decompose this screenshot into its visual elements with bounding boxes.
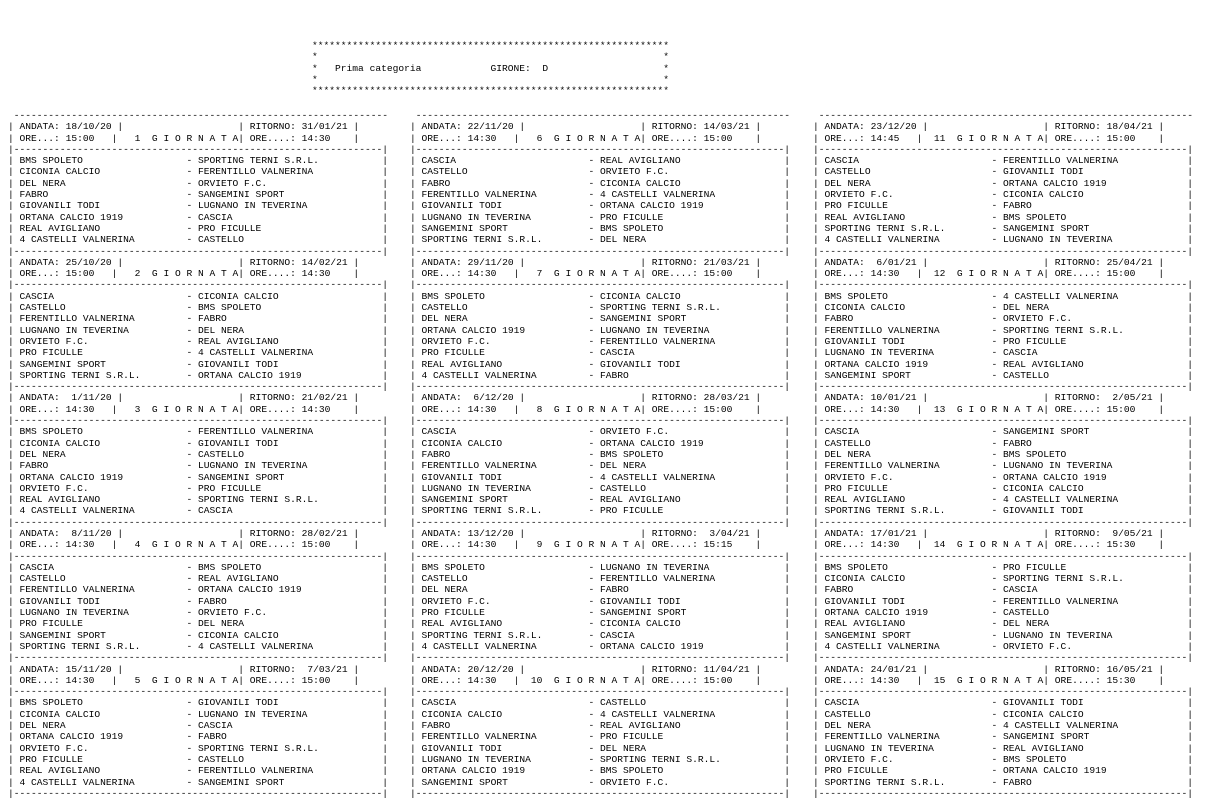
block-border: |----------------------------------------------------------------|: [813, 686, 1193, 698]
block-border: |----------------------------------------------------------------|: [813, 143, 1193, 155]
match-row: | ORTANA CALCIO 1919 - FABRO |: [8, 731, 388, 743]
match-row: | LUGNANO IN TEVERINA - ORVIETO F.C. |: [8, 607, 388, 619]
block-border: |----------------------------------------------------------------|: [8, 245, 388, 257]
round-block-5: [8, 664, 388, 799]
match-row: | SANGEMINI SPORT - REAL AVIGLIANO |: [410, 494, 790, 506]
round-dates-row: | ANDATA: 24/01/21 | | RITORNO: 16/05/21 |: [813, 663, 1165, 675]
round-times-row: | ORE...: 15:00 | 1 G I O R N A T A| ORE....: 14:30 |: [8, 132, 360, 144]
match-row: | REAL AVIGLIANO - PRO FICULLE |: [8, 222, 388, 234]
match-row: | CASTELLO - CICONIA CALCIO |: [813, 708, 1193, 720]
match-row: | LUGNANO IN TEVERINA - CASCIA |: [813, 347, 1193, 359]
block-border: |----------------------------------------------------------------|: [813, 381, 1193, 393]
match-row: | ORTANA CALCIO 1919 - SANGEMINI SPORT |: [8, 471, 388, 483]
match-row: | ORVIETO F.C. - BMS SPOLETO |: [813, 753, 1193, 765]
block-border: |----------------------------------------------------------------|: [813, 652, 1193, 664]
match-row: | FABRO - ORVIETO F.C. |: [813, 313, 1193, 325]
round-block-12: [813, 257, 1193, 392]
match-row: | CASCIA - FERENTILLO VALNERINA |: [813, 155, 1193, 167]
girone-value: D: [542, 62, 549, 74]
match-row: | DEL NERA - CASTELLO |: [8, 448, 388, 460]
match-row: | ORVIETO F.C. - ORTANA CALCIO 1919 |: [813, 471, 1193, 483]
match-row: | REAL AVIGLIANO - FERENTILLO VALNERINA |: [8, 765, 388, 777]
match-row: | SPORTING TERNI S.R.L. - CASCIA |: [410, 629, 790, 641]
match-row: | GIOVANILI TODI - LUGNANO IN TEVERINA |: [8, 200, 388, 212]
match-row: | DEL NERA - FABRO |: [410, 584, 790, 596]
match-row: | FABRO - CASCIA |: [813, 584, 1193, 596]
round-times-row: | ORE...: 15:00 | 2 G I O R N A T A| ORE....: 14:30 |: [8, 268, 360, 280]
match-row: | CICONIA CALCIO - ORTANA CALCIO 1919 |: [410, 437, 790, 449]
match-row: | ORTANA CALCIO 1919 - REAL AVIGLIANO |: [813, 358, 1193, 370]
match-row: | CASCIA - CICONIA CALCIO |: [8, 290, 388, 302]
category-title: Prima categoria: [335, 62, 422, 74]
match-row: | ORVIETO F.C. - GIOVANILI TODI |: [410, 595, 790, 607]
round-times-row: | ORE...: 14:30 | 15 G I O R N A T A| ORE....: 15:30 |: [813, 674, 1165, 686]
round-dates-row: | ANDATA: 25/10/20 | | RITORNO: 14/02/21 |: [8, 256, 360, 268]
match-row: | GIOVANILI TODI - FABRO |: [8, 595, 388, 607]
match-row: | 4 CASTELLI VALNERINA - SANGEMINI SPORT |: [8, 776, 388, 788]
match-row: | SPORTING TERNI S.R.L. - 4 CASTELLI VALNERINA |: [8, 640, 388, 652]
block-border: |----------------------------------------------------------------|: [8, 652, 388, 664]
round-dates-row: | ANDATA: 22/11/20 | | RITORNO: 14/03/21 |: [410, 121, 762, 133]
match-row: | SANGEMINI SPORT - CICONIA CALCIO |: [8, 629, 388, 641]
round-block-8: [410, 392, 790, 527]
fixtures-column-1: [8, 110, 388, 799]
block-border: |----------------------------------------------------------------|: [410, 686, 790, 698]
match-row: | FABRO - LUGNANO IN TEVERINA |: [8, 460, 388, 472]
match-row: | LUGNANO IN TEVERINA - DEL NERA |: [8, 324, 388, 336]
block-border: |----------------------------------------------------------------|: [410, 143, 790, 155]
round-times-row: | ORE...: 14:30 | 3 G I O R N A T A| ORE....: 14:30 |: [8, 403, 360, 415]
match-row: | ORTANA CALCIO 1919 - BMS SPOLETO |: [410, 765, 790, 777]
round-block-15: [813, 664, 1193, 799]
round-block-13: [813, 392, 1193, 527]
match-row: | ORVIETO F.C. - SPORTING TERNI S.R.L. |: [8, 742, 388, 754]
match-row: | LUGNANO IN TEVERINA - CASTELLO |: [410, 482, 790, 494]
calendar-header-box: [312, 40, 669, 96]
header-spacer: [531, 63, 543, 74]
round-dates-row: | ANDATA: 8/11/20 | | RITORNO: 28/02/21 |: [8, 527, 360, 539]
match-row: | CASTELLO - SPORTING TERNI S.R.L. |: [410, 302, 790, 314]
match-row: | DEL NERA - 4 CASTELLI VALNERINA |: [813, 720, 1193, 732]
block-border: |----------------------------------------------------------------|: [8, 381, 388, 393]
header-frame: ************************************************************** * * *: [312, 40, 669, 74]
match-row: | REAL AVIGLIANO - CICONIA CALCIO |: [410, 618, 790, 630]
block-border: |----------------------------------------------------------------|: [8, 516, 388, 528]
match-row: | CASCIA - BMS SPOLETO |: [8, 561, 388, 573]
block-border: |----------------------------------------------------------------|: [8, 550, 388, 562]
match-row: | 4 CASTELLI VALNERINA - FABRO |: [410, 369, 790, 381]
match-row: | CICONIA CALCIO - 4 CASTELLI VALNERINA |: [410, 708, 790, 720]
round-block-3: [8, 392, 388, 527]
block-border: |----------------------------------------------------------------|: [410, 652, 790, 664]
match-row: | ORTANA CALCIO 1919 - CASTELLO |: [813, 607, 1193, 619]
round-times-row: | ORE...: 14:45 | 11 G I O R N A T A| ORE....: 15:00 |: [813, 132, 1165, 144]
match-row: | PRO FICULLE - CASCIA |: [410, 347, 790, 359]
round-block-14: [813, 528, 1193, 663]
match-row: | SPORTING TERNI S.R.L. - PRO FICULLE |: [410, 505, 790, 517]
match-row: | BMS SPOLETO - LUGNANO IN TEVERINA |: [410, 561, 790, 573]
match-row: | BMS SPOLETO - GIOVANILI TODI |: [8, 697, 388, 709]
match-row: | CASCIA - ORVIETO F.C. |: [410, 426, 790, 438]
match-row: | DEL NERA - SANGEMINI SPORT |: [410, 313, 790, 325]
match-row: | CASTELLO - BMS SPOLETO |: [8, 302, 388, 314]
match-row: | FERENTILLO VALNERINA - 4 CASTELLI VALNERINA |: [410, 189, 790, 201]
match-row: | CASCIA - REAL AVIGLIANO |: [410, 155, 790, 167]
block-border: |----------------------------------------------------------------|: [813, 279, 1193, 291]
round-dates-row: | ANDATA: 29/11/20 | | RITORNO: 21/03/21 |: [410, 256, 762, 268]
match-row: | LUGNANO IN TEVERINA - PRO FICULLE |: [410, 211, 790, 223]
match-row: | CASTELLO - ORVIETO F.C. |: [410, 166, 790, 178]
round-dates-row: | ANDATA: 18/10/20 | | RITORNO: 31/01/21 |: [8, 121, 360, 133]
block-border: -----------------------------------------------------------------: [818, 110, 1193, 121]
match-row: | REAL AVIGLIANO - SPORTING TERNI S.R.L. |: [8, 494, 388, 506]
header-frame: * * * **************************************************************: [312, 62, 669, 97]
match-row: | CICONIA CALCIO - DEL NERA |: [813, 302, 1193, 314]
match-row: | PRO FICULLE - DEL NERA |: [8, 618, 388, 630]
round-times-row: | ORE...: 14:30 | 6 G I O R N A T A| ORE....: 15:00 |: [410, 132, 762, 144]
match-row: | CASTELLO - FABRO |: [813, 437, 1193, 449]
match-row: | CICONIA CALCIO - LUGNANO IN TEVERINA |: [8, 708, 388, 720]
round-block-9: [410, 528, 790, 663]
block-border: -----------------------------------------------------------------: [13, 110, 388, 121]
round-times-row: | ORE...: 14:30 | 4 G I O R N A T A| ORE....: 15:00 |: [8, 539, 360, 551]
block-border: |----------------------------------------------------------------|: [813, 550, 1193, 562]
match-row: | CICONIA CALCIO - FERENTILLO VALNERINA |: [8, 166, 388, 178]
match-row: | ORVIETO F.C. - FERENTILLO VALNERINA |: [410, 335, 790, 347]
block-border: |----------------------------------------------------------------|: [410, 516, 790, 528]
round-block-10: [410, 664, 790, 799]
match-row: | SANGEMINI SPORT - ORVIETO F.C. |: [410, 776, 790, 788]
match-row: | 4 CASTELLI VALNERINA - CASTELLO |: [8, 234, 388, 246]
match-row: | CASCIA - GIOVANILI TODI |: [813, 697, 1193, 709]
round-block-4: [8, 528, 388, 663]
round-dates-row: | ANDATA: 23/12/20 | | RITORNO: 18/04/21 |: [813, 121, 1165, 133]
block-border: |----------------------------------------------------------------|: [410, 279, 790, 291]
block-border: |----------------------------------------------------------------|: [8, 279, 388, 291]
round-times-row: | ORE...: 14:30 | 9 G I O R N A T A| ORE....: 15:15 |: [410, 539, 762, 551]
match-row: | DEL NERA - CASCIA |: [8, 720, 388, 732]
match-row: | SANGEMINI SPORT - LUGNANO IN TEVERINA |: [813, 629, 1193, 641]
match-row: | CASTELLO - GIOVANILI TODI |: [813, 166, 1193, 178]
match-row: | PRO FICULLE - CASTELLO |: [8, 753, 388, 765]
match-row: | ORTANA CALCIO 1919 - LUGNANO IN TEVERINA |: [410, 324, 790, 336]
round-times-row: | ORE...: 14:30 | 8 G I O R N A T A| ORE....: 15:00 |: [410, 403, 762, 415]
round-block-11: [813, 110, 1193, 257]
match-row: | GIOVANILI TODI - ORTANA CALCIO 1919 |: [410, 200, 790, 212]
round-dates-row: | ANDATA: 6/12/20 | | RITORNO: 28/03/21 |: [410, 392, 762, 404]
match-row: | FERENTILLO VALNERINA - FABRO |: [8, 313, 388, 325]
match-row: | SANGEMINI SPORT - BMS SPOLETO |: [410, 222, 790, 234]
round-block-6: [410, 110, 790, 257]
block-border: |----------------------------------------------------------------|: [813, 787, 1193, 799]
round-dates-row: | ANDATA: 10/01/21 | | RITORNO: 2/05/21 |: [813, 392, 1165, 404]
block-border: |----------------------------------------------------------------|: [410, 381, 790, 393]
block-border: |----------------------------------------------------------------|: [813, 245, 1193, 257]
match-row: | CASCIA - CASTELLO |: [410, 697, 790, 709]
block-border: |----------------------------------------------------------------|: [813, 516, 1193, 528]
match-row: | BMS SPOLETO - 4 CASTELLI VALNERINA |: [813, 290, 1193, 302]
match-row: | CASTELLO - REAL AVIGLIANO |: [8, 573, 388, 585]
match-row: | SANGEMINI SPORT - CASTELLO |: [813, 369, 1193, 381]
match-row: | CASTELLO - FERENTILLO VALNERINA |: [410, 573, 790, 585]
match-row: | ORVIETO F.C. - CICONIA CALCIO |: [813, 189, 1193, 201]
match-row: | 4 CASTELLI VALNERINA - CASCIA |: [8, 505, 388, 517]
match-row: | FERENTILLO VALNERINA - DEL NERA |: [410, 460, 790, 472]
round-dates-row: | ANDATA: 6/01/21 | | RITORNO: 25/04/21 |: [813, 256, 1165, 268]
match-row: | FABRO - CICONIA CALCIO |: [410, 177, 790, 189]
match-row: | FABRO - REAL AVIGLIANO |: [410, 720, 790, 732]
round-block-1: [8, 110, 388, 257]
match-row: | SPORTING TERNI S.R.L. - SANGEMINI SPORT |: [813, 222, 1193, 234]
match-row: | GIOVANILI TODI - FERENTILLO VALNERINA |: [813, 595, 1193, 607]
match-row: | SPORTING TERNI S.R.L. - DEL NERA |: [410, 234, 790, 246]
match-row: | LUGNANO IN TEVERINA - SPORTING TERNI S.R.L. |: [410, 753, 790, 765]
round-times-row: | ORE...: 14:30 | 5 G I O R N A T A| ORE....: 15:00 |: [8, 674, 360, 686]
match-row: | PRO FICULLE - CICONIA CALCIO |: [813, 482, 1193, 494]
fixtures-column-2: [410, 110, 790, 799]
match-row: | CASCIA - SANGEMINI SPORT |: [813, 426, 1193, 438]
match-row: | ORVIETO F.C. - PRO FICULLE |: [8, 482, 388, 494]
match-row: | SPORTING TERNI S.R.L. - GIOVANILI TODI |: [813, 505, 1193, 517]
match-row: | REAL AVIGLIANO - 4 CASTELLI VALNERINA |: [813, 494, 1193, 506]
match-row: | 4 CASTELLI VALNERINA - ORVIETO F.C. |: [813, 640, 1193, 652]
block-border: |----------------------------------------------------------------|: [8, 415, 388, 427]
match-row: | FERENTILLO VALNERINA - LUGNANO IN TEVERINA |: [813, 460, 1193, 472]
match-row: | FERENTILLO VALNERINA - SANGEMINI SPORT |: [813, 731, 1193, 743]
match-row: | SANGEMINI SPORT - GIOVANILI TODI |: [8, 358, 388, 370]
block-border: |----------------------------------------------------------------|: [8, 143, 388, 155]
round-dates-row: | ANDATA: 13/12/20 | | RITORNO: 3/04/21 |: [410, 527, 762, 539]
match-row: | BMS SPOLETO - CICONIA CALCIO |: [410, 290, 790, 302]
block-border: -----------------------------------------------------------------: [415, 110, 790, 121]
match-row: | SPORTING TERNI S.R.L. - FABRO |: [813, 776, 1193, 788]
round-times-row: | ORE...: 14:30 | 13 G I O R N A T A| ORE....: 15:00 |: [813, 403, 1165, 415]
girone-label: GIRONE:: [490, 62, 531, 74]
match-row: | GIOVANILI TODI - 4 CASTELLI VALNERINA |: [410, 471, 790, 483]
block-border: |----------------------------------------------------------------|: [410, 245, 790, 257]
block-border: |----------------------------------------------------------------|: [410, 415, 790, 427]
match-row: | DEL NERA - ORTANA CALCIO 1919 |: [813, 177, 1193, 189]
match-row: | BMS SPOLETO - FERENTILLO VALNERINA |: [8, 426, 388, 438]
match-row: | REAL AVIGLIANO - GIOVANILI TODI |: [410, 358, 790, 370]
match-row: | BMS SPOLETO - PRO FICULLE |: [813, 561, 1193, 573]
match-row: | BMS SPOLETO - SPORTING TERNI S.R.L. |: [8, 155, 388, 167]
match-row: | REAL AVIGLIANO - DEL NERA |: [813, 618, 1193, 630]
match-row: | CICONIA CALCIO - GIOVANILI TODI |: [8, 437, 388, 449]
round-times-row: | ORE...: 14:30 | 14 G I O R N A T A| ORE....: 15:30 |: [813, 539, 1165, 551]
match-row: | GIOVANILI TODI - DEL NERA |: [410, 742, 790, 754]
round-times-row: | ORE...: 14:30 | 12 G I O R N A T A| ORE....: 15:00 |: [813, 268, 1165, 280]
block-border: |----------------------------------------------------------------|: [8, 686, 388, 698]
round-dates-row: | ANDATA: 1/11/20 | | RITORNO: 21/02/21 |: [8, 392, 360, 404]
match-row: | REAL AVIGLIANO - BMS SPOLETO |: [813, 211, 1193, 223]
match-row: | FERENTILLO VALNERINA - PRO FICULLE |: [410, 731, 790, 743]
round-dates-row: | ANDATA: 15/11/20 | | RITORNO: 7/03/21 |: [8, 663, 360, 675]
block-border: |----------------------------------------------------------------|: [410, 787, 790, 799]
block-border: |----------------------------------------------------------------|: [8, 787, 388, 799]
fixtures-column-3: [813, 110, 1193, 799]
match-row: | 4 CASTELLI VALNERINA - LUGNANO IN TEVERINA |: [813, 234, 1193, 246]
block-border: |----------------------------------------------------------------|: [410, 550, 790, 562]
round-block-7: [410, 257, 790, 392]
match-row: | GIOVANILI TODI - PRO FICULLE |: [813, 335, 1193, 347]
round-block-2: [8, 257, 388, 392]
match-row: | PRO FICULLE - 4 CASTELLI VALNERINA |: [8, 347, 388, 359]
match-row: | FERENTILLO VALNERINA - ORTANA CALCIO 1919 |: [8, 584, 388, 596]
block-border: |----------------------------------------------------------------|: [813, 415, 1193, 427]
match-row: | FABRO - SANGEMINI SPORT |: [8, 189, 388, 201]
round-dates-row: | ANDATA: 17/01/21 | | RITORNO: 9/05/21 |: [813, 527, 1165, 539]
match-row: | PRO FICULLE - FABRO |: [813, 200, 1193, 212]
match-row: | CICONIA CALCIO - SPORTING TERNI S.R.L. |: [813, 573, 1193, 585]
match-row: | ORVIETO F.C. - REAL AVIGLIANO |: [8, 335, 388, 347]
match-row: | SPORTING TERNI S.R.L. - ORTANA CALCIO 1919 |: [8, 369, 388, 381]
match-row: | PRO FICULLE - ORTANA CALCIO 1919 |: [813, 765, 1193, 777]
round-times-row: | ORE...: 14:30 | 7 G I O R N A T A| ORE....: 15:00 |: [410, 268, 762, 280]
match-row: | DEL NERA - ORVIETO F.C. |: [8, 177, 388, 189]
header-spacer: [421, 63, 490, 74]
match-row: | ORTANA CALCIO 1919 - CASCIA |: [8, 211, 388, 223]
match-row: | LUGNANO IN TEVERINA - REAL AVIGLIANO |: [813, 742, 1193, 754]
match-row: | PRO FICULLE - SANGEMINI SPORT |: [410, 607, 790, 619]
match-row: | 4 CASTELLI VALNERINA - ORTANA CALCIO 1919 |: [410, 640, 790, 652]
round-dates-row: | ANDATA: 20/12/20 | | RITORNO: 11/04/21 |: [410, 663, 762, 675]
match-row: | FABRO - BMS SPOLETO |: [410, 448, 790, 460]
round-times-row: | ORE...: 14:30 | 10 G I O R N A T A| ORE....: 15:00 |: [410, 674, 762, 686]
match-row: | FERENTILLO VALNERINA - SPORTING TERNI S.R.L. |: [813, 324, 1193, 336]
match-row: | DEL NERA - BMS SPOLETO |: [813, 448, 1193, 460]
